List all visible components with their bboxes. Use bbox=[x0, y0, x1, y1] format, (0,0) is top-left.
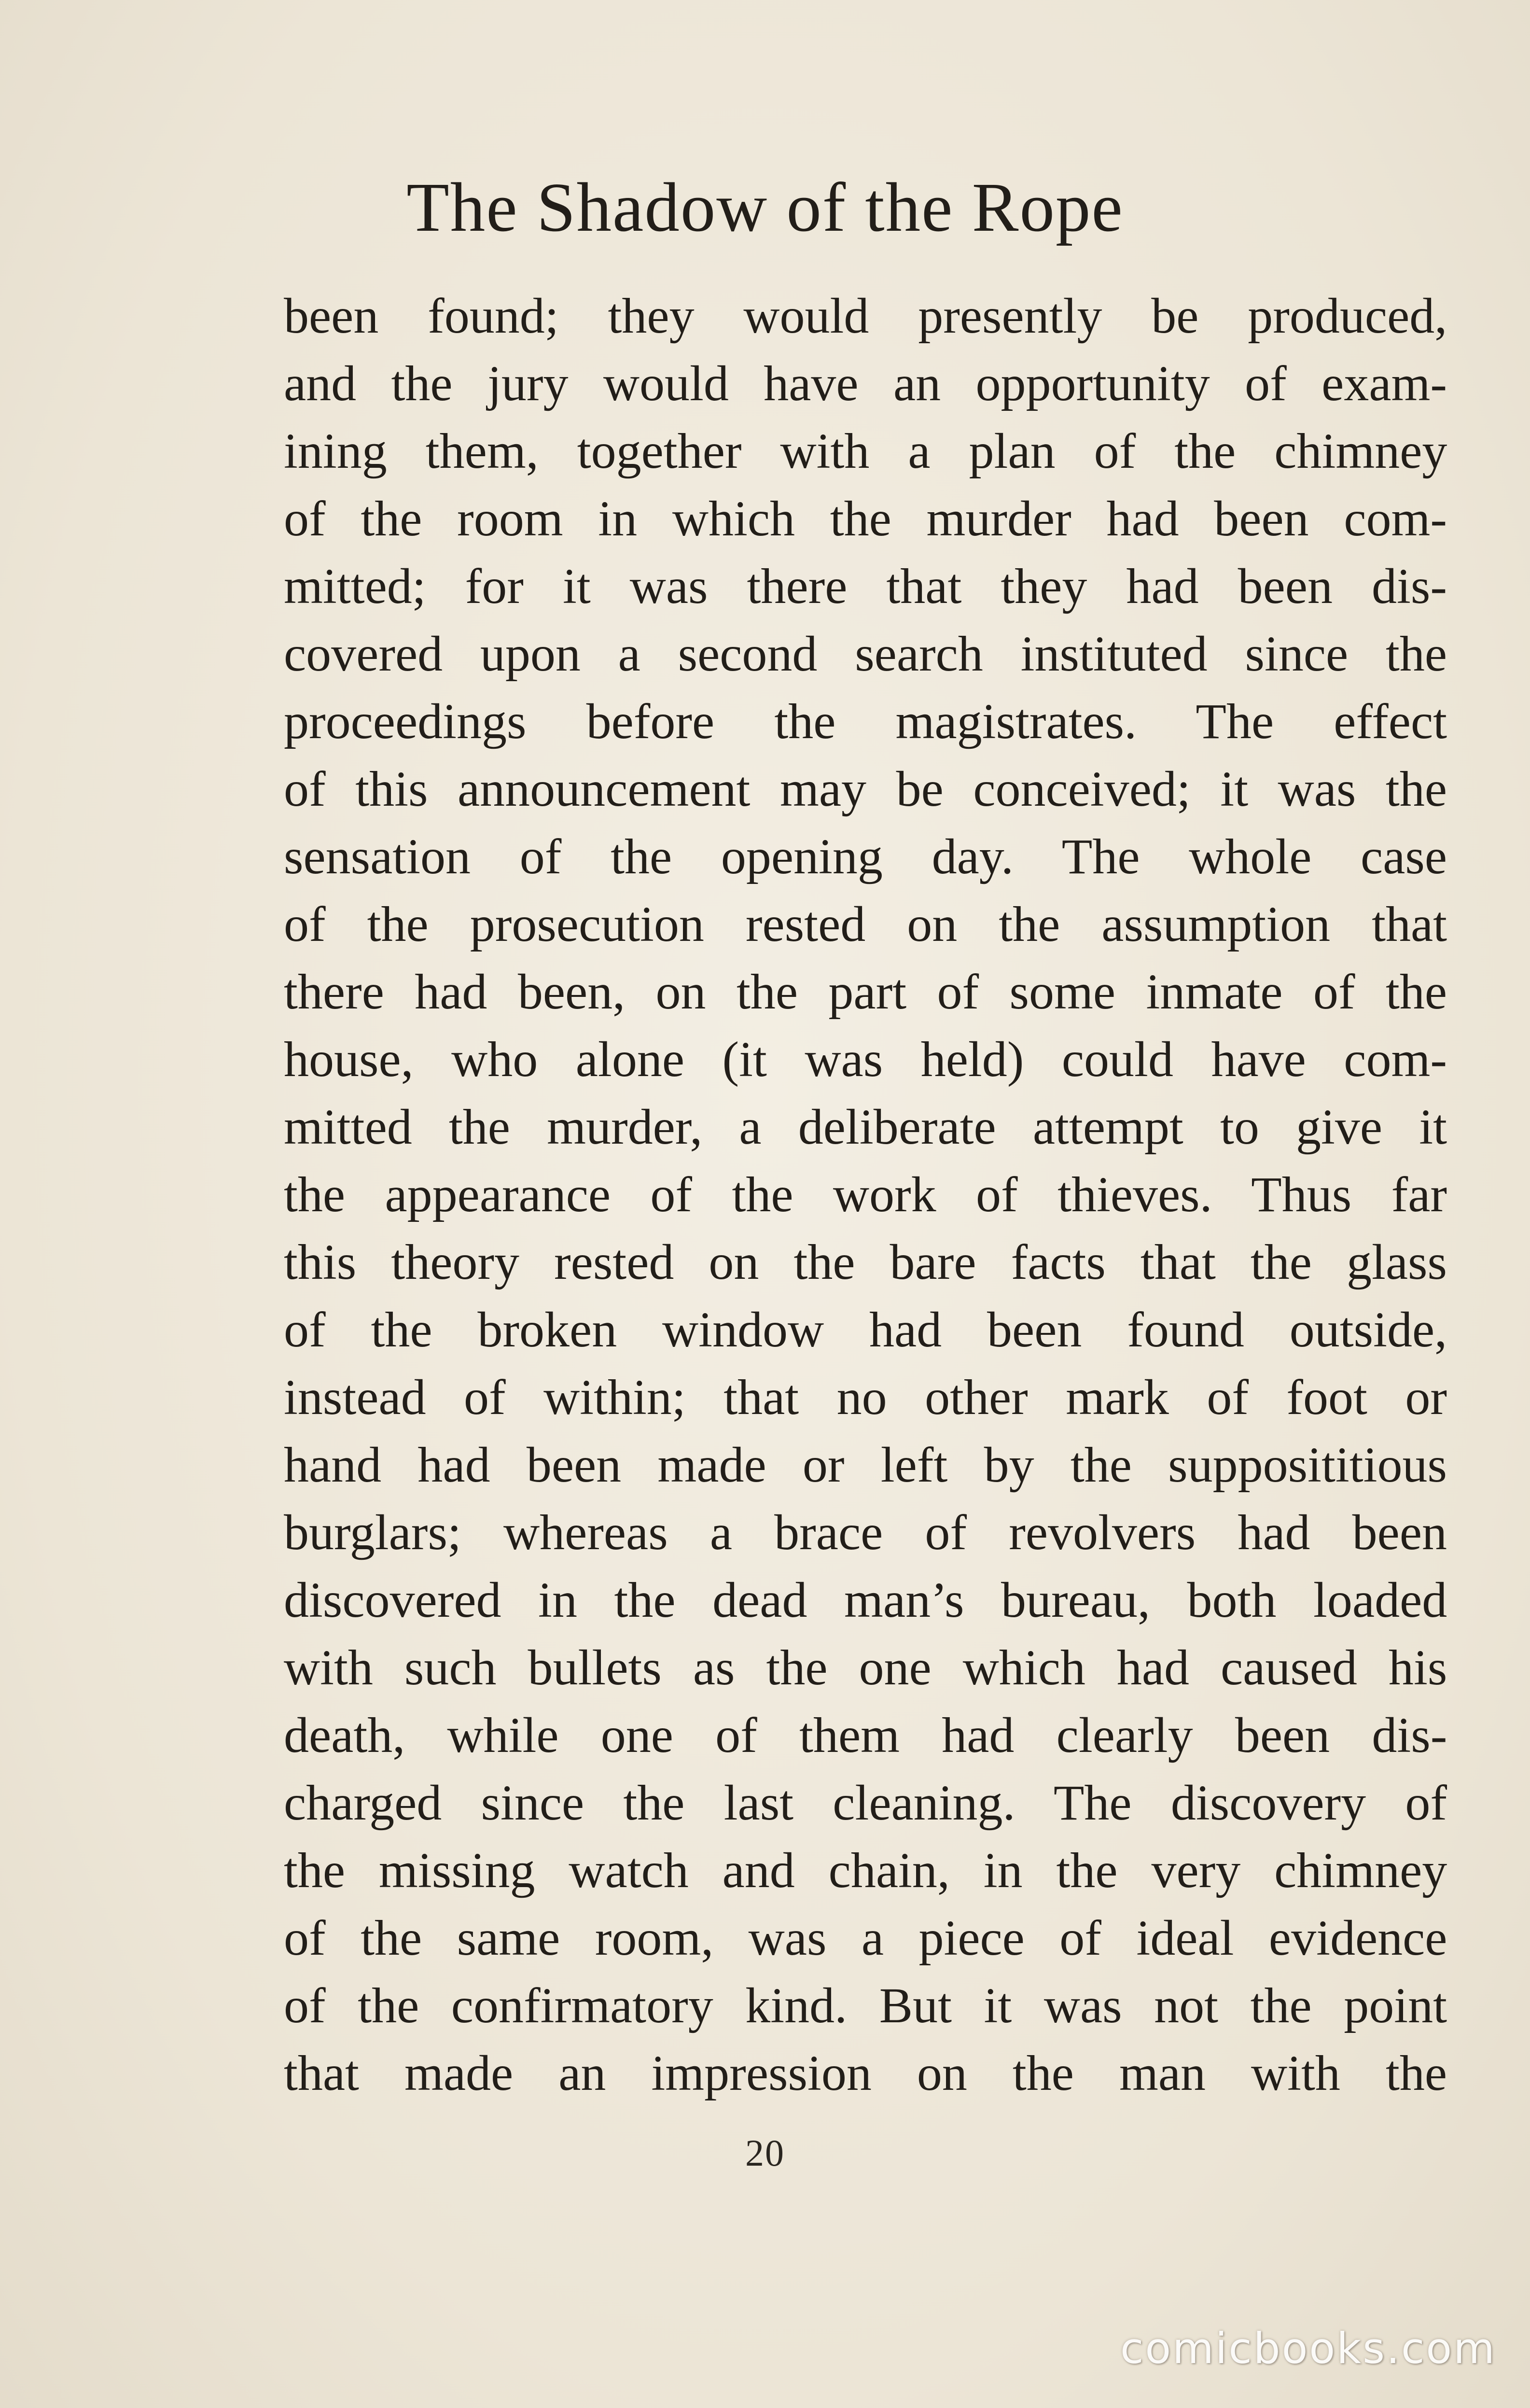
body-text bbox=[284, 282, 1447, 2107]
text-line: the missing watch and chain, in the very chimney bbox=[284, 1843, 1447, 1898]
text-line: sensation of the opening day. The whole case bbox=[284, 829, 1447, 884]
text-line: with such bullets as the one which had caused his bbox=[284, 1640, 1447, 1695]
text-line: that made an impression on the man with the bbox=[284, 2045, 1447, 2101]
text-line: been found; they would presently be produced, bbox=[284, 288, 1447, 344]
text-line: of this announcement may be conceived; it was the bbox=[284, 761, 1447, 817]
text-line: discovered in the dead man’s bureau, both loaded bbox=[284, 1572, 1447, 1628]
text-line: of the same room, was a piece of ideal evidence bbox=[284, 1910, 1447, 1966]
text-line: instead of within; that no other mark of foot or bbox=[284, 1370, 1447, 1425]
text-line: house, who alone (it was held) could have com- bbox=[284, 1032, 1447, 1087]
watermark: comicbooks.com bbox=[1120, 2324, 1496, 2373]
text-line: and the jury would have an opportunity of exam- bbox=[284, 356, 1447, 411]
text-line: ining them, together with a plan of the chimney bbox=[284, 423, 1447, 479]
text-line: of the prosecution rested on the assumption that bbox=[284, 896, 1447, 952]
text-line: proceedings before the magistrates. The effect bbox=[284, 694, 1447, 749]
text-line: hand had been made or left by the supposititious bbox=[284, 1437, 1447, 1493]
text-line: death, while one of them had clearly been dis- bbox=[284, 1708, 1447, 1763]
running-title: The Shadow of the Rope bbox=[406, 169, 1124, 246]
text-line: of the confirmatory kind. But it was not the point bbox=[284, 1978, 1447, 2033]
text-line: of the broken window had been found outside, bbox=[284, 1302, 1447, 1358]
text-line: mitted the murder, a deliberate attempt to give it bbox=[284, 1099, 1447, 1155]
text-line: charged since the last cleaning. The discovery of bbox=[284, 1775, 1447, 1831]
text-line: the appearance of the work of thieves. Thus far bbox=[284, 1167, 1447, 1222]
text-line: this theory rested on the bare facts that the glass bbox=[284, 1234, 1447, 1290]
text-line: mitted; for it was there that they had been dis- bbox=[284, 559, 1447, 614]
text-line: covered upon a second search instituted since the bbox=[284, 626, 1447, 682]
text-line: of the room in which the murder had been com- bbox=[284, 491, 1447, 546]
text-line: there had been, on the part of some inmate of the bbox=[284, 964, 1447, 1020]
page-number: 20 bbox=[745, 2132, 785, 2174]
text-line: burglars; whereas a brace of revolvers had been bbox=[284, 1505, 1447, 1560]
